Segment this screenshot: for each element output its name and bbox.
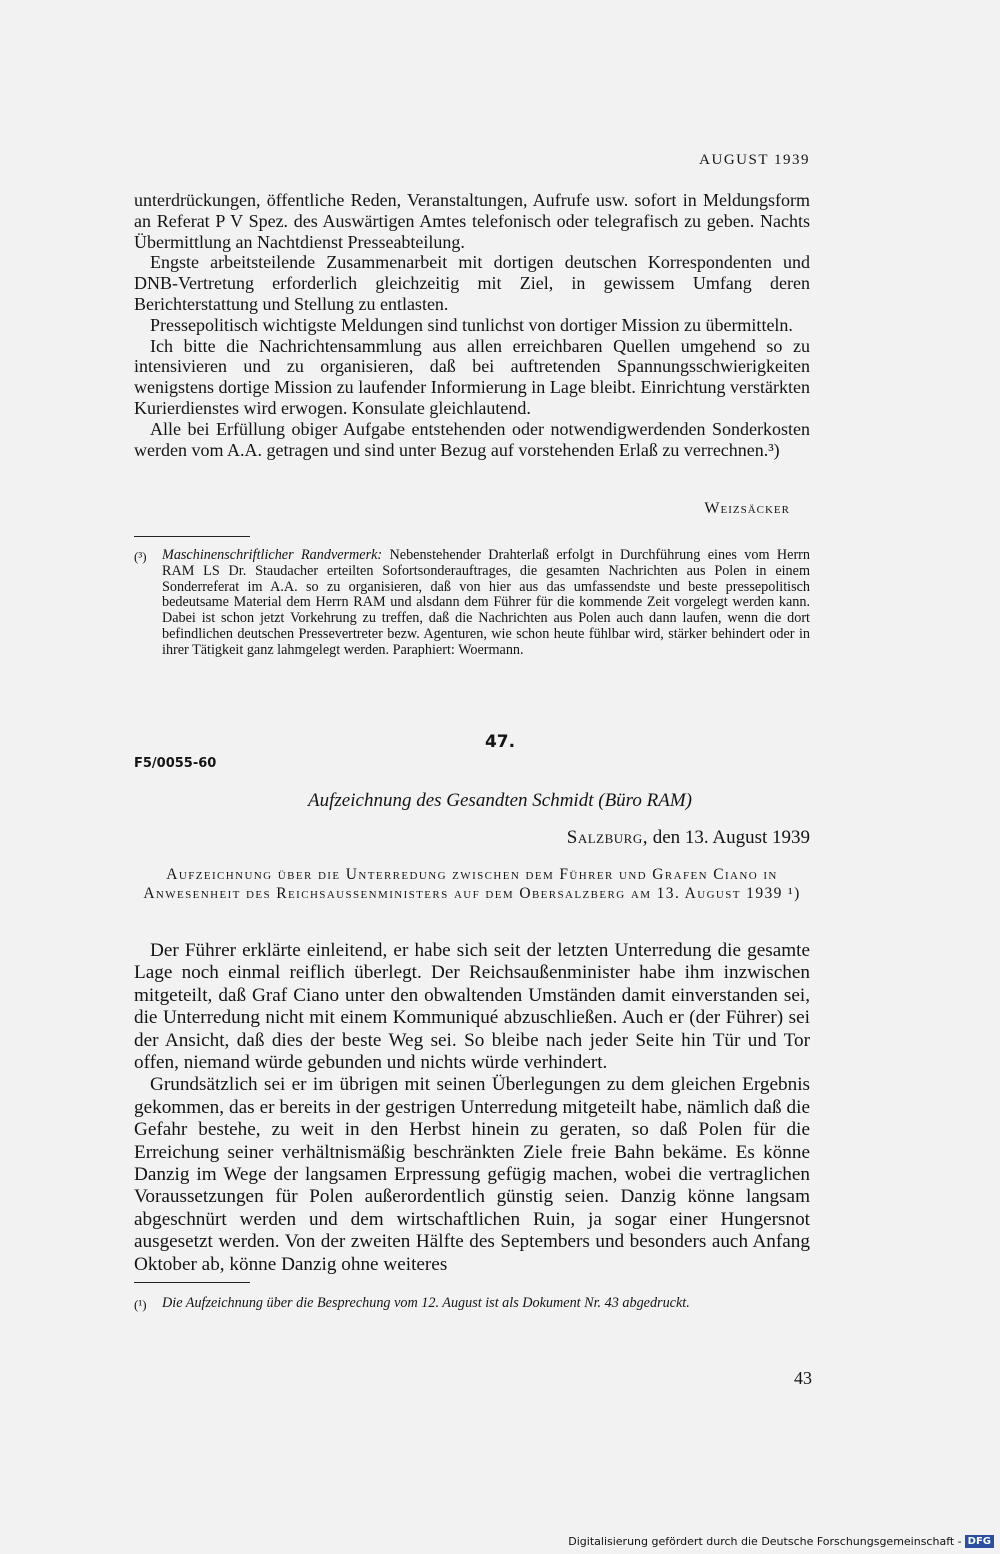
footnote-3 [162, 548, 810, 659]
page-number: 43 [794, 1368, 812, 1388]
footnote-divider [134, 536, 250, 537]
footnote-body: Nebenstehender Drahterlaß erfolgt in Durchführung eines vom Herrn RAM LS Dr. Staudacher erteilten Sofortsonderauftrages, die gesamten Nachrichten aus Polen in einem Sonderreferat im A.A. so zu organisieren, daß von hier aus das umfassendste und beste pressepolitisch bedeutsame Material dem Herrn RAM und alsdann dem Führer für die kommende Zeit vorgelegt werden kann. Dabei ist schon jetzt Vorkehrung zu treffen, daß die Nachrichten aus Polen auch dann laufen, wenn die dort befindlichen deutschen Pressevertreter bezw. Agenturen, wie schon heute fühlbar wird, stärker behindert oder in ihrer Tätigkeit ganz lahmgelegt werden. Paraphiert: Woermann. [162, 547, 810, 658]
document-title: Aufzeichnung des Gesandten Schmidt (Büro RAM) [308, 790, 692, 811]
footnote-1: Die Aufzeichnung über die Besprechung vom 12. August ist als Dokument Nr. 43 abgedruckt. [162, 1295, 690, 1311]
paragraph: Pressepolitisch wichtigste Meldungen sind tunlichst von dortiger Mission zu übermitteln. [150, 314, 793, 335]
paragraph: Der Führer erklärte einleitend, er habe sich seit der letzten Unterredung die gesamte Lage noch einmal reiflich überlegt. Der Reichsaußenminister habe ihm inzwischen mitgeteilt, daß Graf Ciano unter den obwaltenden Umständen damit einverstanden sei, die Unterredung nicht mit einem Kommuniqué abzuschließen. Auch er (der Führer) sei der Ansicht, daß dies der beste Weg sei. So bleibe nach jeder Seite hin Tür und Tor offen, niemand würde gebunden und nichts würde verhindert. [134, 940, 810, 1074]
continuation-text [134, 190, 810, 460]
footnote-marker: (³) [134, 549, 147, 564]
footnote-divider [134, 1282, 250, 1283]
section-heading [134, 866, 810, 903]
paragraph: Ich bitte die Nachrichtensammlung aus allen erreichbaren Quellen umgehend so zu intensivieren und zu organisieren, daß bei auftretenden Spannungsschwierigkeiten wenigstens dortige Mission zu laufender Informierung in Lage bleibt. Einrichtung verstärkten Kurierdienstes wird erwogen. Konsulate gleichlautend. [134, 335, 810, 418]
document-number: 47. [484, 732, 516, 752]
running-head: AUGUST 1939 [699, 152, 810, 168]
document-body [134, 940, 810, 1276]
footnote-marker: (¹) [134, 1297, 147, 1312]
dateline-date: den 13. August 1939 [647, 827, 810, 848]
paragraph: Engste arbeitsteilende Zusammenarbeit mit dortigen deutschen Korrespondenten und DNB-Vertretung erforderlich gleichzeitig mit Ziel, in gewissem Umfang deren Berichterstattung und Stellung zu entlasten. [134, 252, 810, 314]
paragraph: Grundsätzlich sei er im übrigen mit seinen Überlegungen zu dem gleichen Ergebnis gekommen, das er bereits in der gestrigen Unterredung mitgeteilt habe, nämlich daß die Gefahr bestehe, zu weit in den Herbst hinein zu geraten, so daß Polen für die Erreichung seiner verhältnismäßig beschränkten Ziele freie Bahn bekäme. Es könne Danzig im Wege der langsamen Erpressung gefügig machen, wobei die vertraglichen Voraussetzungen für Polen außerordentlich günstig seien. Danzig könne langsam abgeschnürt werden und dem wirtschaftlichen Ruin, ja sogar einer Hungersnot ausgesetzt werden. Von der zweiten Hälfte des Septembers und besonders auch Anfang Oktober ab, könne Danzig ohne weiteres [134, 1074, 810, 1275]
digitization-credit [568, 1535, 994, 1548]
paragraph: Alle bei Erfüllung obiger Aufgabe entstehenden oder notwendigwerdenden Sonderkosten werden vom A.A. getragen und sind unter Bezug auf vorstehenden Erlaß zu verrechnen.³) [134, 418, 810, 460]
section-heading-text: Aufzeichnung über die Unterredung zwischen dem Führer und Grafen Ciano in Anwesenheit des Reichsaussenministers auf dem Obersalzberg am 13. August 1939 ¹) [143, 866, 801, 902]
credit-text: Digitalisierung gefördert durch die Deutsche Forschungsgemeinschaft - [568, 1535, 962, 1548]
footnote-lead: Maschinenschriftlicher Randvermerk: [162, 547, 383, 563]
dateline-place: Salzburg, [566, 827, 648, 848]
signature: Weizsäcker [704, 500, 790, 517]
dateline [567, 827, 810, 849]
paragraph: unterdrückungen, öffentliche Reden, Veranstaltungen, Aufrufe usw. sofort in Meldungsform an Referat P V Spez. des Auswärtigen Amtes telefonisch oder telegrafisch zu geben. Nachts Übermittlung an Nachtdienst Presseabteilung. [134, 190, 810, 252]
film-reference: F5/0055-60 [134, 756, 217, 771]
dfg-logo: DFG [965, 1535, 994, 1548]
